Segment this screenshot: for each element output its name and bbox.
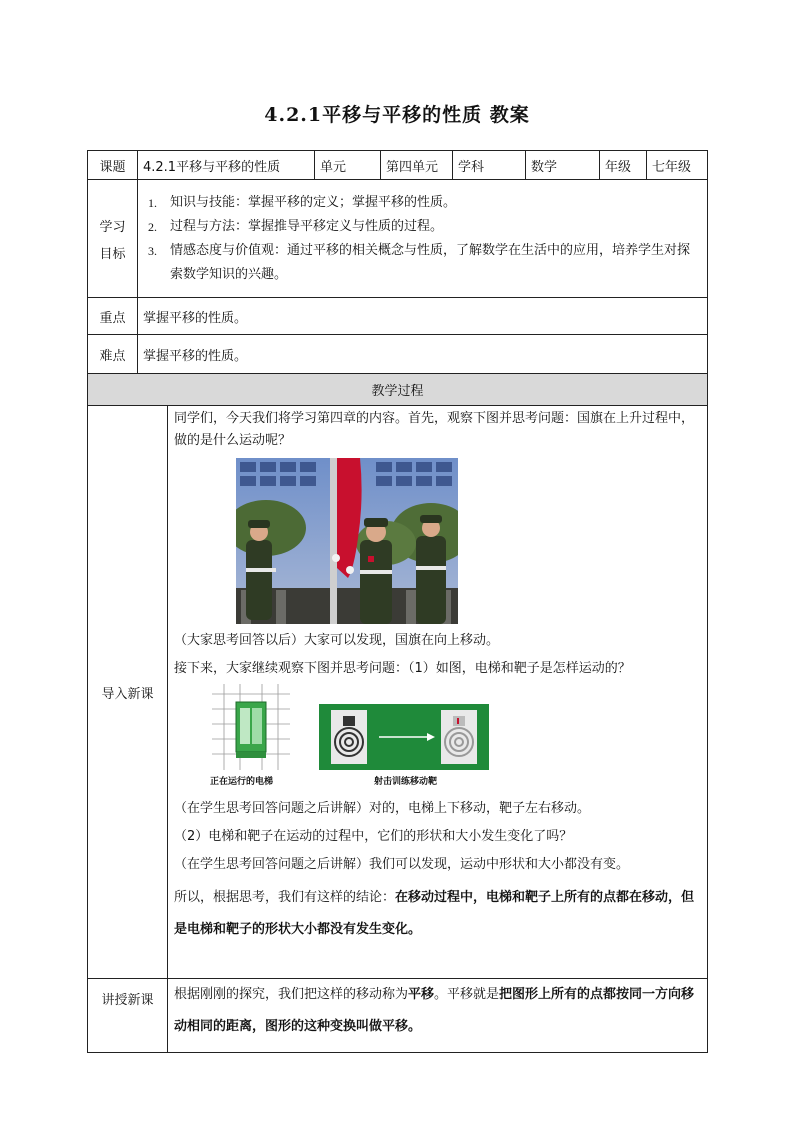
- process-header: 教学过程: [88, 374, 708, 406]
- objectives-label: 学习 目标: [88, 180, 138, 298]
- elevator-illustration: [212, 684, 290, 770]
- difficult-point-text: 掌握平移的性质。: [138, 335, 708, 374]
- objectives-row: [88, 180, 708, 298]
- objective-item: 2. 过程与方法：掌握推导平移定义与性质的过程。: [148, 218, 444, 234]
- objectives-list: [142, 191, 701, 287]
- topic-label: 课题: [88, 151, 138, 180]
- elevator-target-figure: [174, 680, 701, 798]
- difficult-point-row: [88, 335, 708, 374]
- teach-label: 讲授新课: [88, 979, 168, 1053]
- process-header-row: [88, 374, 708, 406]
- teach-row: [88, 979, 708, 1053]
- unit-label: 单元: [315, 151, 381, 180]
- grade-value: 七年级: [647, 151, 708, 180]
- objective-item: 3. 情感态度与价值观：通过平移的相关概念与性质，了解数学在生活中的应用，培养学生对探索数学知识的兴趣。: [148, 242, 691, 282]
- info-row: [88, 151, 708, 180]
- elevator-caption: 正在运行的电梯: [210, 777, 274, 787]
- difficult-point-label: 难点: [88, 335, 138, 374]
- teach-content: [168, 979, 708, 1053]
- target-caption: 射击训练移动靶: [374, 777, 438, 787]
- key-point-label: 重点: [88, 298, 138, 335]
- moving-target-illustration: [319, 704, 489, 770]
- intro-row: [88, 406, 708, 979]
- intro-label: 导入新课: [88, 406, 168, 979]
- intro-paragraph: （在学生思考回答问题之后讲解）对的，电梯上下移动，靶子左右移动。: [174, 801, 591, 816]
- intro-conclusion: 所以，根据思考，我们有这样的结论：在移动过程中，电梯和靶子上所有的点都在移动，但是电梯和靶子的形状大小都没有发生变化。: [174, 890, 695, 937]
- unit-value: 第四单元: [381, 151, 453, 180]
- page-title: 4.2.1平移与平移的性质 教案: [264, 104, 530, 126]
- topic-value: 4.2.1平移与平移的性质: [138, 151, 315, 180]
- flag-raising-figure: [174, 452, 701, 630]
- teach-paragraph: 根据刚刚的探究，我们把这样的移动称为平移。平移就是把图形上所有的点都按同一方向移动相同的距离，图形的这种变换叫做平移。: [174, 987, 695, 1034]
- lesson-plan-table: [87, 150, 708, 1053]
- intro-paragraph: （在学生思考回答问题之后讲解）我们可以发现，运动中形状和大小都没有变。: [174, 857, 630, 872]
- objectives-content: [138, 180, 708, 298]
- intro-paragraph: 同学们，今天我们将学习第四章的内容。首先，观察下图并思考问题：国旗在上升过程中，做的是什么运动呢？: [174, 411, 695, 448]
- intro-paragraph: （大家思考回答以后）大家可以发现，国旗在向上移动。: [174, 633, 500, 648]
- intro-paragraph: 接下来，大家继续观察下图并思考问题：（1）如图，电梯和靶子是怎样运动的？: [174, 661, 631, 676]
- intro-content: [168, 406, 708, 979]
- key-point-text: 掌握平移的性质。: [138, 298, 708, 335]
- key-point-row: [88, 298, 708, 335]
- subject-value: 数学: [526, 151, 600, 180]
- objective-item: 1. 知识与技能：掌握平移的定义；掌握平移的性质。: [148, 194, 457, 210]
- grade-label: 年级: [600, 151, 647, 180]
- intro-paragraph: （2）电梯和靶子在运动的过程中，它们的形状和大小发生变化了吗？: [174, 829, 573, 844]
- subject-label: 学科: [453, 151, 526, 180]
- flag-raising-photo: [236, 458, 458, 624]
